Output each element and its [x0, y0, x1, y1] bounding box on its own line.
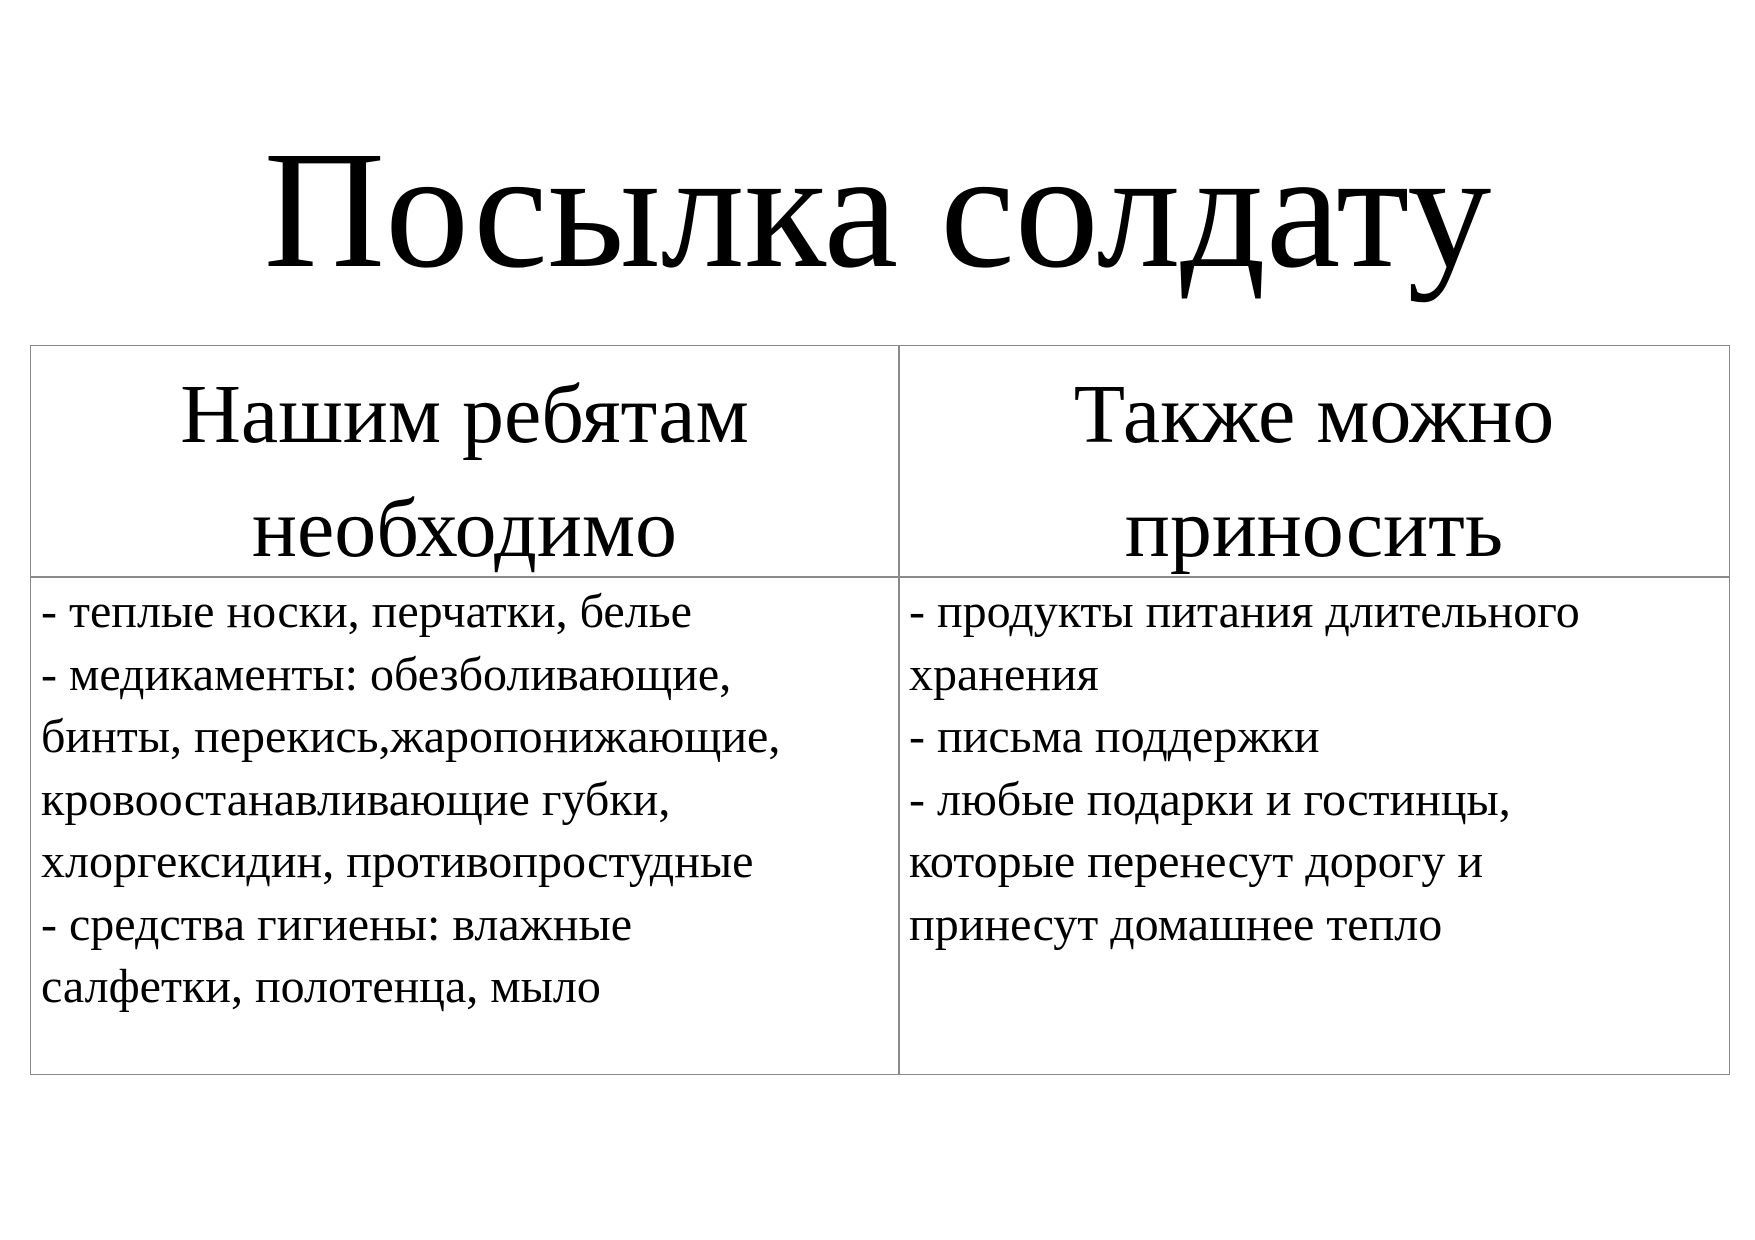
list-line: принесут домашнее тепло — [909, 897, 1443, 951]
header-line: приносить — [1124, 482, 1504, 575]
list-line: - теплые носки, перчатки, белье — [41, 585, 692, 638]
list-line: - продукты питания длительного — [909, 585, 1580, 638]
header-line: Также можно — [1073, 368, 1555, 461]
list-line: которые перенесут дорогу и — [909, 835, 1484, 888]
list-line: хранения — [909, 647, 1099, 701]
list-line: - медикаменты: обезболивающие, — [41, 647, 732, 701]
page-title: Посылка солдату — [263, 117, 1492, 303]
list-line: бинты, перекись,жаропонижающие, — [41, 710, 781, 763]
list-line: - письма поддержки — [909, 710, 1320, 763]
body-cell-needed-list — [41, 581, 891, 1019]
list-line: хлоргексидин, противопростудные — [41, 835, 754, 888]
list-line: - средства гигиены: влажные — [41, 897, 633, 951]
list-line: кровоостанавливающие губки, — [41, 772, 671, 826]
header-line: Нашим ребятам — [180, 368, 749, 461]
header-cell-needed — [31, 358, 898, 586]
list-line: - любые подарки и гостинцы, — [909, 772, 1511, 826]
items-table — [30, 345, 1730, 1075]
list-line: салфетки, полотенца, мыло — [41, 960, 601, 1013]
header-cell-also — [899, 358, 1729, 586]
header-line: необходимо — [251, 482, 677, 575]
body-cell-also-list — [909, 581, 1724, 956]
